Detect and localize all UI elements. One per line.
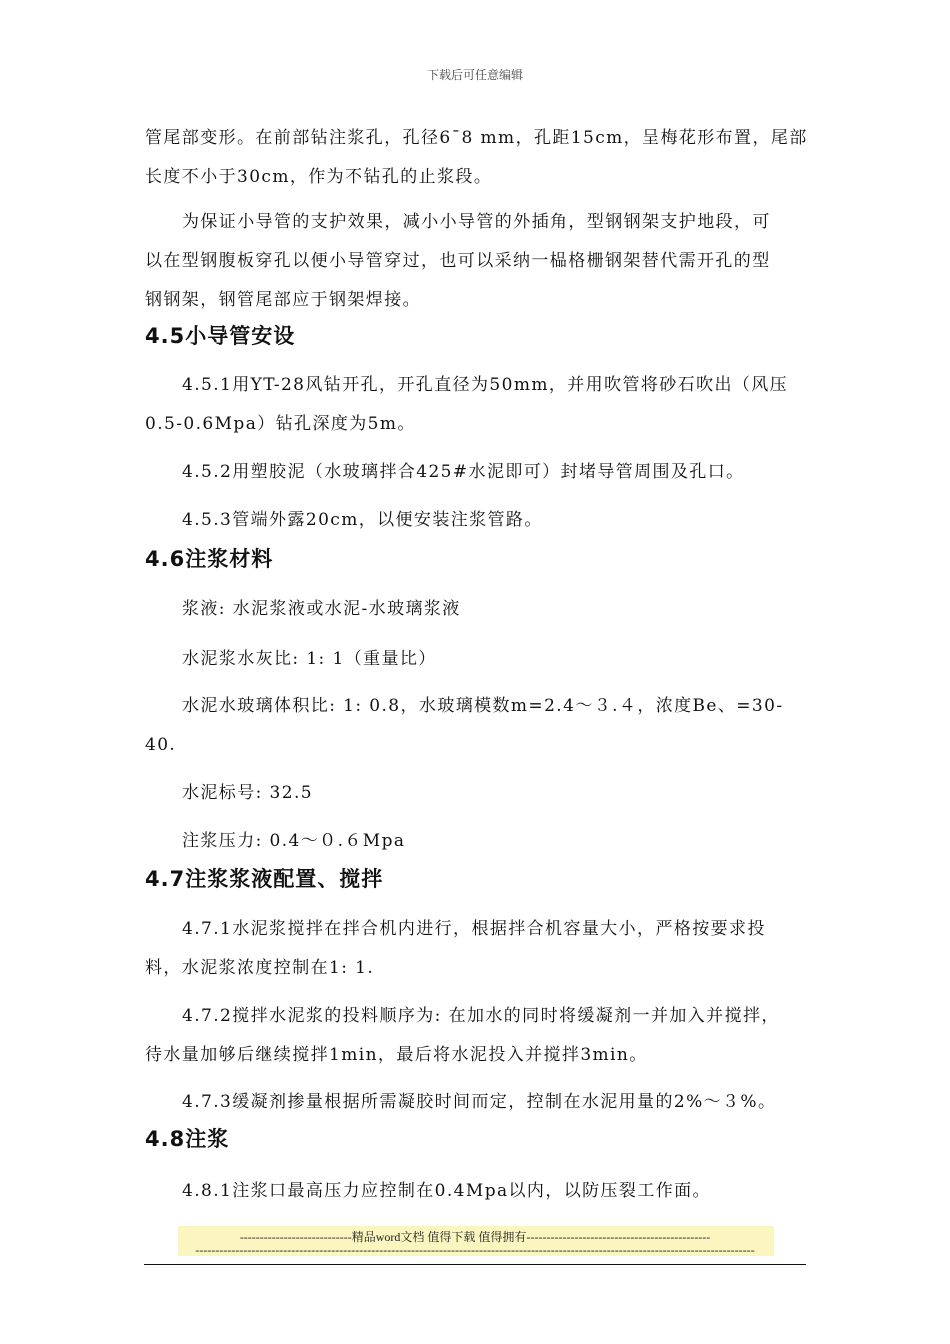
section-heading-4-7: 4.7注浆浆液配置、搅拌: [145, 867, 384, 891]
paragraph-line: 4.8.1注浆口最高压力应控制在0.4Mpa以内，以防压裂工作面。: [182, 1181, 711, 1201]
paragraph-line: 4.7.3缓凝剂掺量根据所需凝胶时间而定，控制在水泥用量的2%～３%。: [182, 1092, 777, 1112]
paragraph-line: 以在型钢腹板穿孔以便小导管穿过，也可以采纳一榀格栅钢架替代需开孔的型: [145, 251, 771, 271]
section-heading-4-6: 4.6注浆材料: [145, 547, 274, 571]
paragraph-line: 4.5.1用YT-28风钻开孔，开孔直径为50mm，并用吹管将砂石吹出（风压: [182, 375, 789, 395]
paragraph-line: 料，水泥浆浓度控制在1: 1.: [145, 958, 375, 978]
paragraph-line: 4.7.2搅拌水泥浆的投料顺序为: 在加水的同时将缓凝剂一并加入并搅拌，: [182, 1006, 780, 1026]
paragraph-line: 长度不小于30cm，作为不钻孔的止浆段。: [145, 167, 493, 187]
paragraph-line: 水泥标号: 32.5: [182, 783, 313, 803]
paragraph-line: 水泥水玻璃体积比: 1: 0.8，水玻璃模数m=2.4～３.４，浓度Be、=30-: [182, 696, 784, 716]
section-heading-4-5: 4.5小导管安设: [145, 324, 296, 348]
paragraph-line: 水泥浆水灰比: 1: 1（重量比）: [182, 649, 437, 669]
paragraph-line: 为保证小导管的支护效果，减小小导管的外插角，型钢钢架支护地段，可: [182, 212, 771, 232]
page-header: 下载后可任意编辑: [426, 68, 523, 82]
paragraph-line: 浆液: 水泥浆液或水泥-水玻璃浆液: [182, 599, 461, 619]
paragraph-line: 4.5.3管端外露20cm，以便安装注浆管路。: [182, 510, 543, 530]
footer-banner-line-2: --------------------------------------------------------------------------------------------------------------------------------------------: [195, 1243, 755, 1257]
footer-banner-line-1: ----------------------------精品word文档 值得下载 值得拥有----------------------------------------------: [239, 1230, 711, 1244]
paragraph-line: 待水量加够后继续搅拌1min，最后将水泥投入并搅拌3min。: [145, 1045, 648, 1065]
paragraph-line: 注浆压力: 0.4～０.６Mpa: [182, 831, 406, 851]
footer-divider: [144, 1264, 806, 1265]
paragraph-line: 40.: [145, 735, 177, 755]
section-heading-4-8: 4.8注浆: [145, 1127, 230, 1151]
paragraph-line: 管尾部变形。在前部钻注浆孔，孔径6¯8 mm，孔距15cm，呈梅花形布置，尾部: [145, 128, 808, 148]
paragraph-line: 0.5-0.6Mpa）钻孔深度为5m。: [145, 414, 416, 434]
paragraph-line: 4.7.1水泥浆搅拌在拌合机内进行，根据拌合机容量大小，严格按要求投: [182, 919, 766, 939]
paragraph-line: 钢钢架，钢管尾部应于钢架焊接。: [145, 290, 421, 310]
paragraph-line: 4.5.2用塑胶泥（水玻璃拌合425#水泥即可）封堵导管周围及孔口。: [182, 462, 745, 482]
